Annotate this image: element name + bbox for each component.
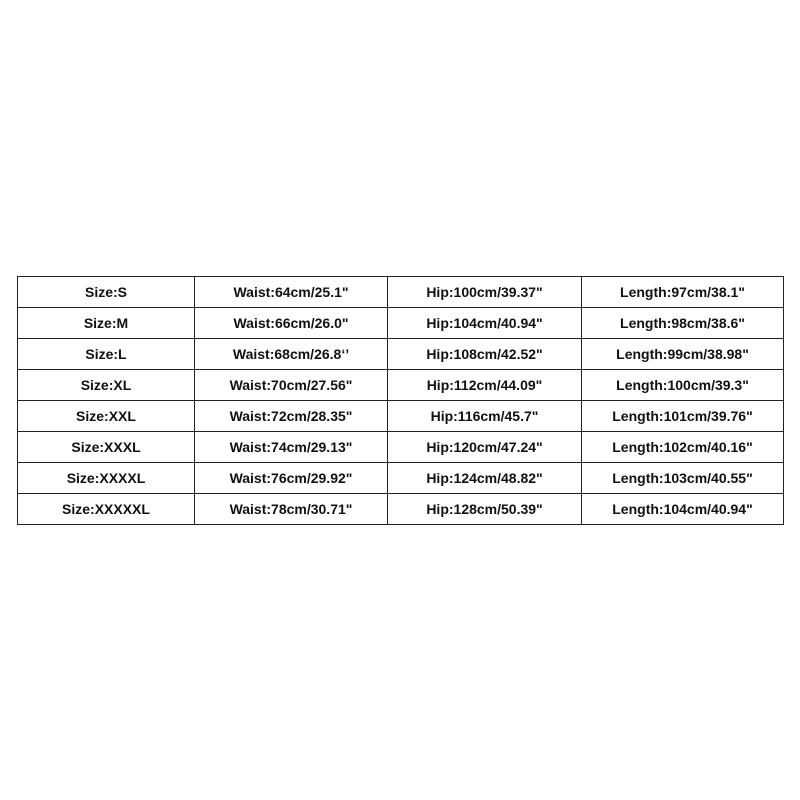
waist-cell: Waist:64cm/25.1" bbox=[195, 277, 388, 308]
hip-cell: Hip:100cm/39.37" bbox=[388, 277, 582, 308]
waist-cell: Waist:78cm/30.71" bbox=[195, 494, 388, 525]
table-row bbox=[18, 432, 784, 463]
size-cell: Size:XXXXXL bbox=[18, 494, 195, 525]
length-cell: Length:103cm/40.55" bbox=[582, 463, 784, 494]
size-cell: Size:XXXXL bbox=[18, 463, 195, 494]
table-row bbox=[18, 308, 784, 339]
table-row bbox=[18, 370, 784, 401]
length-cell: Length:101cm/39.76" bbox=[582, 401, 784, 432]
waist-cell: Waist:68cm/26.8‘’ bbox=[195, 339, 388, 370]
table-row bbox=[18, 494, 784, 525]
size-chart-table bbox=[17, 276, 784, 525]
size-cell: Size:XL bbox=[18, 370, 195, 401]
length-cell: Length:99cm/38.98" bbox=[582, 339, 784, 370]
hip-cell: Hip:108cm/42.52" bbox=[388, 339, 582, 370]
waist-cell: Waist:76cm/29.92" bbox=[195, 463, 388, 494]
size-cell: Size:M bbox=[18, 308, 195, 339]
waist-cell: Waist:72cm/28.35" bbox=[195, 401, 388, 432]
length-cell: Length:100cm/39.3" bbox=[582, 370, 784, 401]
waist-cell: Waist:66cm/26.0" bbox=[195, 308, 388, 339]
hip-cell: Hip:128cm/50.39" bbox=[388, 494, 582, 525]
waist-cell: Waist:74cm/29.13" bbox=[195, 432, 388, 463]
table-row bbox=[18, 401, 784, 432]
hip-cell: Hip:124cm/48.82" bbox=[388, 463, 582, 494]
table-row bbox=[18, 277, 784, 308]
size-cell: Size:L bbox=[18, 339, 195, 370]
waist-cell: Waist:70cm/27.56" bbox=[195, 370, 388, 401]
hip-cell: Hip:112cm/44.09" bbox=[388, 370, 582, 401]
hip-cell: Hip:104cm/40.94" bbox=[388, 308, 582, 339]
size-cell: Size:XXL bbox=[18, 401, 195, 432]
hip-cell: Hip:116cm/45.7" bbox=[388, 401, 582, 432]
table-row bbox=[18, 463, 784, 494]
length-cell: Length:104cm/40.94" bbox=[582, 494, 784, 525]
length-cell: Length:98cm/38.6" bbox=[582, 308, 784, 339]
size-cell: Size:XXXL bbox=[18, 432, 195, 463]
length-cell: Length:102cm/40.16" bbox=[582, 432, 784, 463]
table-row bbox=[18, 339, 784, 370]
hip-cell: Hip:120cm/47.24" bbox=[388, 432, 582, 463]
length-cell: Length:97cm/38.1" bbox=[582, 277, 784, 308]
size-cell: Size:S bbox=[18, 277, 195, 308]
